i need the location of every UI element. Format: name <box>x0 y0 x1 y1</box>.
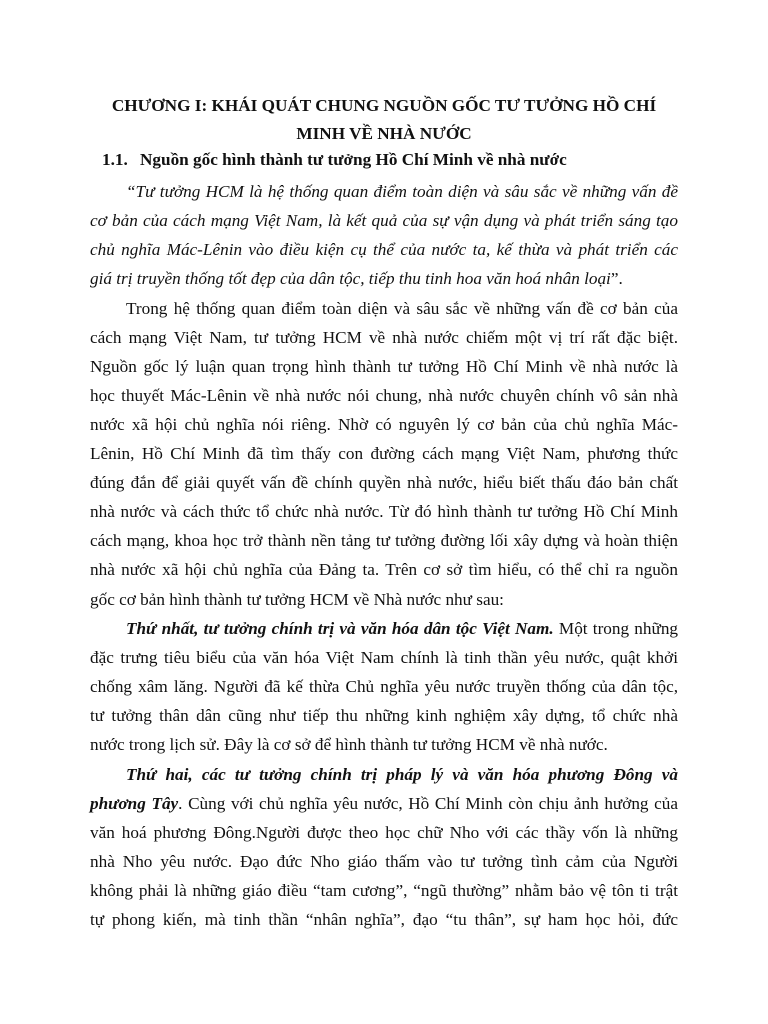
text-run: tự phong kiến, mà tinh thần “nhân nghĩa”, đạo “tu thân”, sự ham học hỏi, đức <box>90 910 678 929</box>
text-run: học thuyết Mác-Lênin về nhà nước nói chung, nhà nước chuyên chính vô sản nhà <box>90 386 678 405</box>
text-run: cách mạng Việt Nam, tư tưởng HCM về nhà nước chiếm một vị trí rất đặc biệt. <box>90 328 678 347</box>
text-run: chủ nghĩa Mác-Lênin vào điều kiện cụ thể của nước ta, kế thừa và phát triển các <box>90 240 678 259</box>
paragraph-line <box>90 500 678 524</box>
paragraph-line <box>90 471 678 495</box>
text-run: ”. <box>610 269 623 288</box>
text-run: cách mạng, khoa học trở thành nền tảng tư tưởng đường lối xây dựng và hoàn thiện <box>90 531 678 550</box>
text-run: nước trong lịch sử. Đây là cơ sở để hình thành tư tưởng HCM về nhà nước. <box>90 735 608 754</box>
paragraph-line <box>90 413 678 437</box>
paragraph-line <box>90 209 678 233</box>
paragraph-line <box>90 238 678 262</box>
paragraph-line <box>126 617 678 641</box>
paragraph-line <box>90 384 678 408</box>
text-run: văn hoá phương Đông.Người được theo học chữ Nho với các thầy vốn là những <box>90 823 678 842</box>
paragraph-line <box>90 646 678 670</box>
chapter-title-line-1: CHƯƠNG I: KHÁI QUÁT CHUNG NGUỒN GỐC TƯ TƯỞNG HỒ CHÍ <box>111 96 657 115</box>
paragraph-line <box>90 442 678 466</box>
text-run: tư tưởng thân dân cũng như tiếp thu những kinh nghiệm xây dựng, tổ chức nhà <box>90 706 678 725</box>
section-number: 1.1. <box>102 150 128 169</box>
paragraph-line <box>90 675 678 699</box>
text-run: Lênin, Hồ Chí Minh đã tìm thấy con đường cách mạng Việt Nam, phương thức <box>90 444 678 463</box>
text-run: Trong hệ thống quan điểm toàn diện và sâu sắc về những vấn đề cơ bản của <box>126 299 678 318</box>
paragraph-line <box>90 704 678 728</box>
text-run: chống xâm lăng. Người đã kế thừa Chủ nghĩa yêu nước truyền thống của dân tộc, <box>90 677 678 696</box>
paragraph-line <box>90 267 678 291</box>
paragraph-line <box>90 588 678 612</box>
text-run: nước xã hội chủ nghĩa nói riêng. Nhờ có nguyên lý cơ bản của chủ nghĩa Mác- <box>90 415 678 434</box>
paragraph-line <box>126 297 678 321</box>
text-run: gốc cơ bản hình thành tư tưởng HCM về Nhà nước như sau: <box>90 590 504 609</box>
paragraph-line <box>90 326 678 350</box>
text-run: phương Tây <box>90 794 179 813</box>
text-run: giá trị truyền thống tốt đẹp của dân tộc, tiếp thu tinh hoa văn hoá nhân loại <box>90 269 611 288</box>
section-title: Nguồn gốc hình thành tư tưởng Hồ Chí Minh về nhà nước <box>140 150 567 169</box>
text-run: Thứ nhất, tư tưởng chính trị và văn hóa dân tộc Việt Nam. <box>126 619 554 638</box>
paragraph-line <box>90 733 678 757</box>
text-run: Nguồn gốc lý luận quan trọng hình thành tư tưởng Hồ Chí Minh về nhà nước là <box>90 357 678 376</box>
text-run: . Cùng với chủ nghĩa yêu nước, Hồ Chí Minh còn chịu ảnh hưởng của <box>178 794 678 813</box>
text-run: nhà nước và cách thức tổ chức nhà nước. Từ đó hình thành tư tưởng Hồ Chí Minh <box>90 502 678 521</box>
text-run: “Tư tưởng HCM là hệ thống quan điểm toàn diện và sâu sắc về những vấn đề <box>126 182 678 201</box>
paragraph-line <box>90 558 678 582</box>
paragraph-line <box>90 355 678 379</box>
paragraph-line <box>126 180 678 204</box>
paragraph-line <box>126 763 678 787</box>
paragraph-line <box>90 529 678 553</box>
paragraph-line <box>90 821 678 845</box>
text-run: đúng đắn để giải quyết vấn đề chính quyền nhà nước, hiểu biết thấu đáo bản chất <box>90 473 678 492</box>
paragraph-line <box>90 908 678 932</box>
paragraph-line <box>90 792 678 816</box>
chapter-title-line-2: MINH VỀ NHÀ NƯỚC <box>296 124 472 143</box>
text-run: Một trong những <box>553 619 679 638</box>
text-run: nhà Nho yêu nước. Đạo đức Nho giáo thấm vào tư tưởng tình cảm của Người <box>90 852 678 871</box>
paragraph-line <box>90 850 678 874</box>
text-run: nhà nước xã hội chủ nghĩa của Đảng ta. Trên cơ sở tìm hiểu, có thể chỉ ra nguồn <box>90 560 678 579</box>
text-run: Thứ hai, các tư tưởng chính trị pháp lý và văn hóa phương Đông và <box>126 765 678 784</box>
text-run: cơ bản của cách mạng Việt Nam, là kết quả của sự vận dụng và phát triển sáng tạo <box>90 211 678 230</box>
text-run: không phải là những giáo điều “tam cương”, “ngũ thường” nhằm bảo vệ tôn ti trật <box>90 881 678 900</box>
text-run: đặc trưng tiêu biểu của văn hóa Việt Nam chính là tinh thần yêu nước, quật khởi <box>90 648 678 667</box>
paragraph-line <box>90 879 678 903</box>
section-heading <box>102 150 682 170</box>
